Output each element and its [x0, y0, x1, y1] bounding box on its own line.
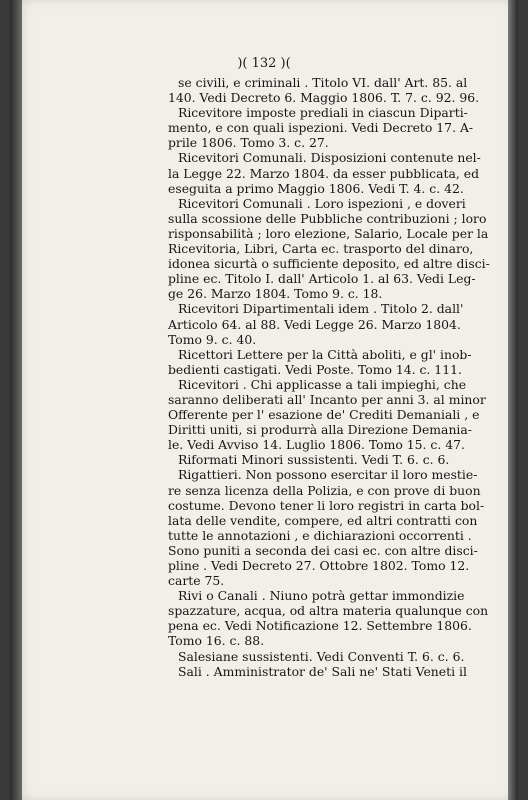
- text-line: Tomo 9. c. 40.: [168, 331, 257, 347]
- text-line: 140. Vedi Decreto 6. Maggio 1806. T. 7. c. 92. 96.: [168, 90, 480, 106]
- index-entry: [168, 377, 506, 452]
- text-line: eseguita a primo Maggio 1806. Vedi T. 4. c. 42.: [168, 180, 464, 196]
- text-line: Offerente per l' esazione de' Crediti Demaniali , e: [168, 407, 480, 423]
- text-line: ge 26. Marzo 1804. Tomo 9. c. 18.: [168, 286, 383, 302]
- text-line: Ricevitori Comunali . Loro ispezioni , e doveri: [178, 195, 466, 211]
- text-line: prile 1806. Tomo 3. c. 27.: [168, 135, 329, 151]
- text-line: re senza licenza della Polizia, e con prove di buon: [168, 482, 481, 498]
- text-line: lata delle vendite, compere, ed altri contratti con: [168, 512, 478, 528]
- index-entry: [168, 649, 506, 664]
- text-line: Salesiane sussistenti. Vedi Conventi T. 6. c. 6.: [178, 648, 465, 664]
- text-line: sulla scossione delle Pubbliche contribuzioni ; loro: [168, 210, 487, 226]
- text-line: mento, e con quali ispezioni. Vedi Decreto 17. A-: [168, 120, 474, 136]
- page-number: )( 132 )(: [237, 56, 291, 71]
- index-entry: [168, 347, 506, 377]
- text-line: Sono puniti a seconda dei casi ec. con altre disci-: [168, 542, 478, 558]
- index-entry: [168, 467, 506, 588]
- text-line: bedienti castigati. Vedi Poste. Tomo 14. c. 111.: [168, 361, 462, 377]
- text-line: Tomo 16. c. 88.: [168, 633, 265, 649]
- index-entries: [168, 75, 506, 679]
- text-line: Ricevitori Dipartimentali idem . Titolo 2. dall': [178, 301, 464, 317]
- text-line: Diritti uniti, si produrrà alla Direzione Demania-: [168, 422, 472, 438]
- text-line: Articolo 64. al 88. Vedi Legge 26. Marzo 1804.: [168, 316, 461, 332]
- index-entry: [168, 105, 506, 150]
- text-line: pline ec. Titolo I. dall' Articolo 1. al 63. Vedi Leg-: [168, 271, 476, 287]
- text-line: Ricevitoria, Libri, Carta ec. trasporto del dinaro,: [168, 241, 474, 257]
- text-line: carte 75.: [168, 573, 225, 589]
- text-line: risponsabilità ; loro elezione, Salario, Locale per la: [168, 225, 489, 241]
- text-line: Sali . Amministrator de' Sali ne' Stati Veneti il: [178, 663, 467, 679]
- text-line: Rigattieri. Non possono esercitar il loro mestie-: [178, 467, 478, 483]
- text-line: pline . Vedi Decreto 27. Ottobre 1802. Tomo 12.: [168, 558, 470, 573]
- index-entry: [168, 75, 506, 105]
- text-line: Ricevitore imposte prediali in ciascun Diparti-: [178, 105, 468, 121]
- text-line: Riformati Minori sussistenti. Vedi T. 6. c. 6.: [178, 452, 450, 468]
- page-left-shadow: [10, 0, 22, 800]
- text-line: la Legge 22. Marzo 1804. da esser pubblicata, ed: [168, 165, 480, 181]
- text-line: idonea sicurtà o sufficiente deposito, ed altre disci-: [168, 256, 490, 272]
- page-right-shadow: [508, 0, 518, 800]
- index-entry: [168, 588, 506, 648]
- text-line: pena ec. Vedi Notificazione 12. Settembre 1806.: [168, 618, 472, 634]
- index-entry: [168, 150, 506, 195]
- text-line: Ricettori Lettere per la Città aboliti, e gl' inob-: [178, 346, 472, 362]
- text-line: se civili, e criminali . Titolo VI. dall' Art. 85. al: [178, 75, 468, 90]
- index-entry: [168, 452, 506, 467]
- text-line: Ricevitori Comunali. Disposizioni contenute nel-: [178, 150, 481, 166]
- text-line: saranno deliberati all' Incanto per anni 3. al minor: [168, 391, 486, 407]
- text-line: costume. Devono tener li loro registri in carta bol-: [168, 497, 485, 513]
- index-entry: [168, 664, 506, 679]
- index-entry: [168, 301, 506, 346]
- text-line: le. Vedi Avviso 14. Luglio 1806. Tomo 15. c. 47.: [168, 437, 465, 453]
- text-line: tutte le annotazioni , e dichiarazioni occorrenti .: [168, 527, 472, 543]
- index-entry: [168, 196, 506, 302]
- text-line: Ricevitori . Chi applicasse a tali impieghi, che: [178, 376, 467, 392]
- text-line: spazzature, acqua, od altra materia qualunque con: [168, 603, 489, 619]
- text-line: Rivi o Canali . Niuno potrà gettar immondizie: [178, 588, 465, 604]
